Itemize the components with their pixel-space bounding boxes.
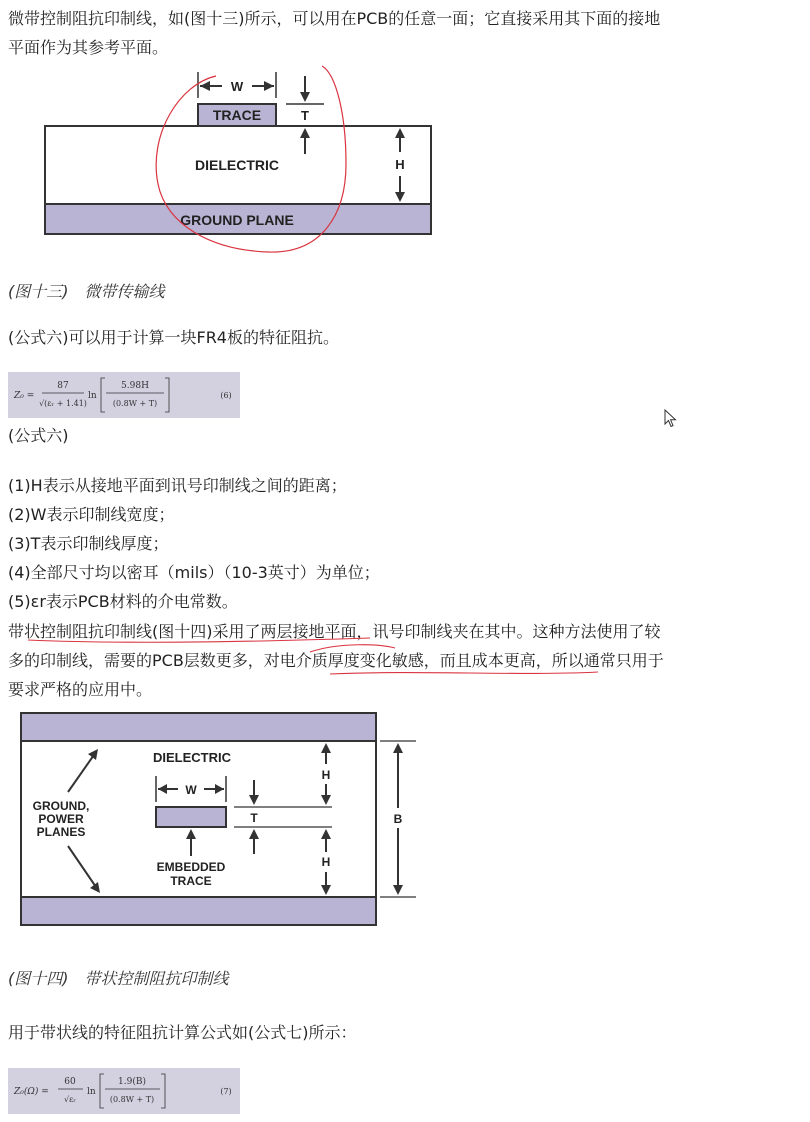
caption-figure-13: (图十三) 微带传输线 (8, 282, 165, 301)
definition-item: (3)T表示印制线厚度； (8, 534, 169, 553)
ground-plane-label: GROUND PLANE (180, 212, 294, 228)
dielectric-label: DIELECTRIC (195, 157, 279, 173)
formula6-inner-numerator: 5.98H (121, 381, 149, 391)
b-label: B (393, 812, 403, 826)
w-label: W (185, 783, 197, 797)
ground-label-line-1: GROUND, (32, 799, 90, 813)
embedded-label-line-2: TRACE (170, 874, 212, 888)
formula6-inner-denominator: (0.8W + T) (112, 399, 158, 408)
formula7-inner-denominator: (0.8W + T) (109, 1095, 155, 1104)
ground-label-line-3: PLANES (36, 825, 86, 839)
w-label: W (230, 79, 244, 94)
definition-item: (4)全部尺寸均以密耳（mils）（10-3英寸）为单位； (8, 563, 380, 582)
h-bottom-label: H (321, 855, 331, 869)
formula7-lhs: Z₀(Ω) = (14, 1087, 49, 1097)
trace-label: TRACE (212, 107, 262, 123)
definition-item: (1)H表示从接地平面到讯号印制线之间的距离； (8, 476, 347, 495)
formula6-number: (6) (220, 391, 232, 400)
intro-paragraph (8, 4, 804, 62)
formula6-lhs: Z₀ = (14, 391, 35, 401)
definition-item: (5)εr表示PCB材料的介电常数。 (8, 592, 238, 611)
intro-line-2: 平面作为其参考平面。 (8, 38, 169, 57)
embedded-label-line-1: EMBEDDED (156, 860, 226, 874)
formula6-numerator: 87 (57, 381, 69, 391)
red-underline-annotations (0, 630, 810, 680)
definition-item: (2)W表示印制线宽度； (8, 505, 175, 524)
h-top-label: H (321, 768, 331, 782)
formula7-ln: ln (87, 1087, 96, 1097)
formula-7 (8, 1068, 240, 1114)
stripline-line-2: 多的印制线，需要的PCB层数更多，对电介质厚度变化敏感，而且成本更高，所以通常只用于 (8, 651, 664, 670)
formula6-label: (公式六) (8, 426, 69, 445)
formula6-intro: (公式六)可以用于计算一块FR4板的特征阻抗。 (8, 328, 339, 347)
top-ground-plane (21, 713, 376, 741)
h-label: H (395, 157, 405, 172)
t-label: T (301, 108, 309, 123)
figure-13-microstrip-diagram (40, 64, 440, 264)
bottom-ground-plane (21, 897, 376, 925)
ground-label-line-2: POWER (38, 812, 84, 826)
formula6-denominator: √(εᵣ + 1.41) (39, 399, 87, 408)
definitions-list (8, 471, 380, 616)
stripline-line-3: 要求严格的应用中。 (8, 680, 153, 699)
dielectric-label: DIELECTRIC (153, 750, 231, 765)
formula7-number: (7) (220, 1087, 232, 1096)
mouse-cursor-icon (664, 409, 678, 429)
formula7-numerator: 60 (64, 1077, 76, 1087)
caption-figure-14: (图十四) 带状控制阻抗印制线 (8, 969, 229, 988)
intro-line-1: 微带控制阻抗印制线，如(图十三)所示，可以用在PCB的任意一面；它直接采用其下面的接地 (8, 9, 661, 28)
formula7-denominator: √εᵣ (63, 1095, 77, 1104)
t-label: T (250, 811, 258, 825)
formula-6 (8, 372, 240, 418)
formula7-inner-numerator: 1.9(B) (118, 1077, 146, 1087)
embedded-trace (156, 807, 226, 827)
stripline-line-1: 带状控制阻抗印制线(图十四)采用了两层接地平面，讯号印制线夹在其中。这种方法使用了较 (8, 622, 661, 641)
figure-14-stripline-diagram (16, 708, 426, 932)
formula7-intro: 用于带状线的特征阻抗计算公式如(公式七)所示： (8, 1023, 357, 1042)
formula6-ln: ln (88, 391, 97, 401)
